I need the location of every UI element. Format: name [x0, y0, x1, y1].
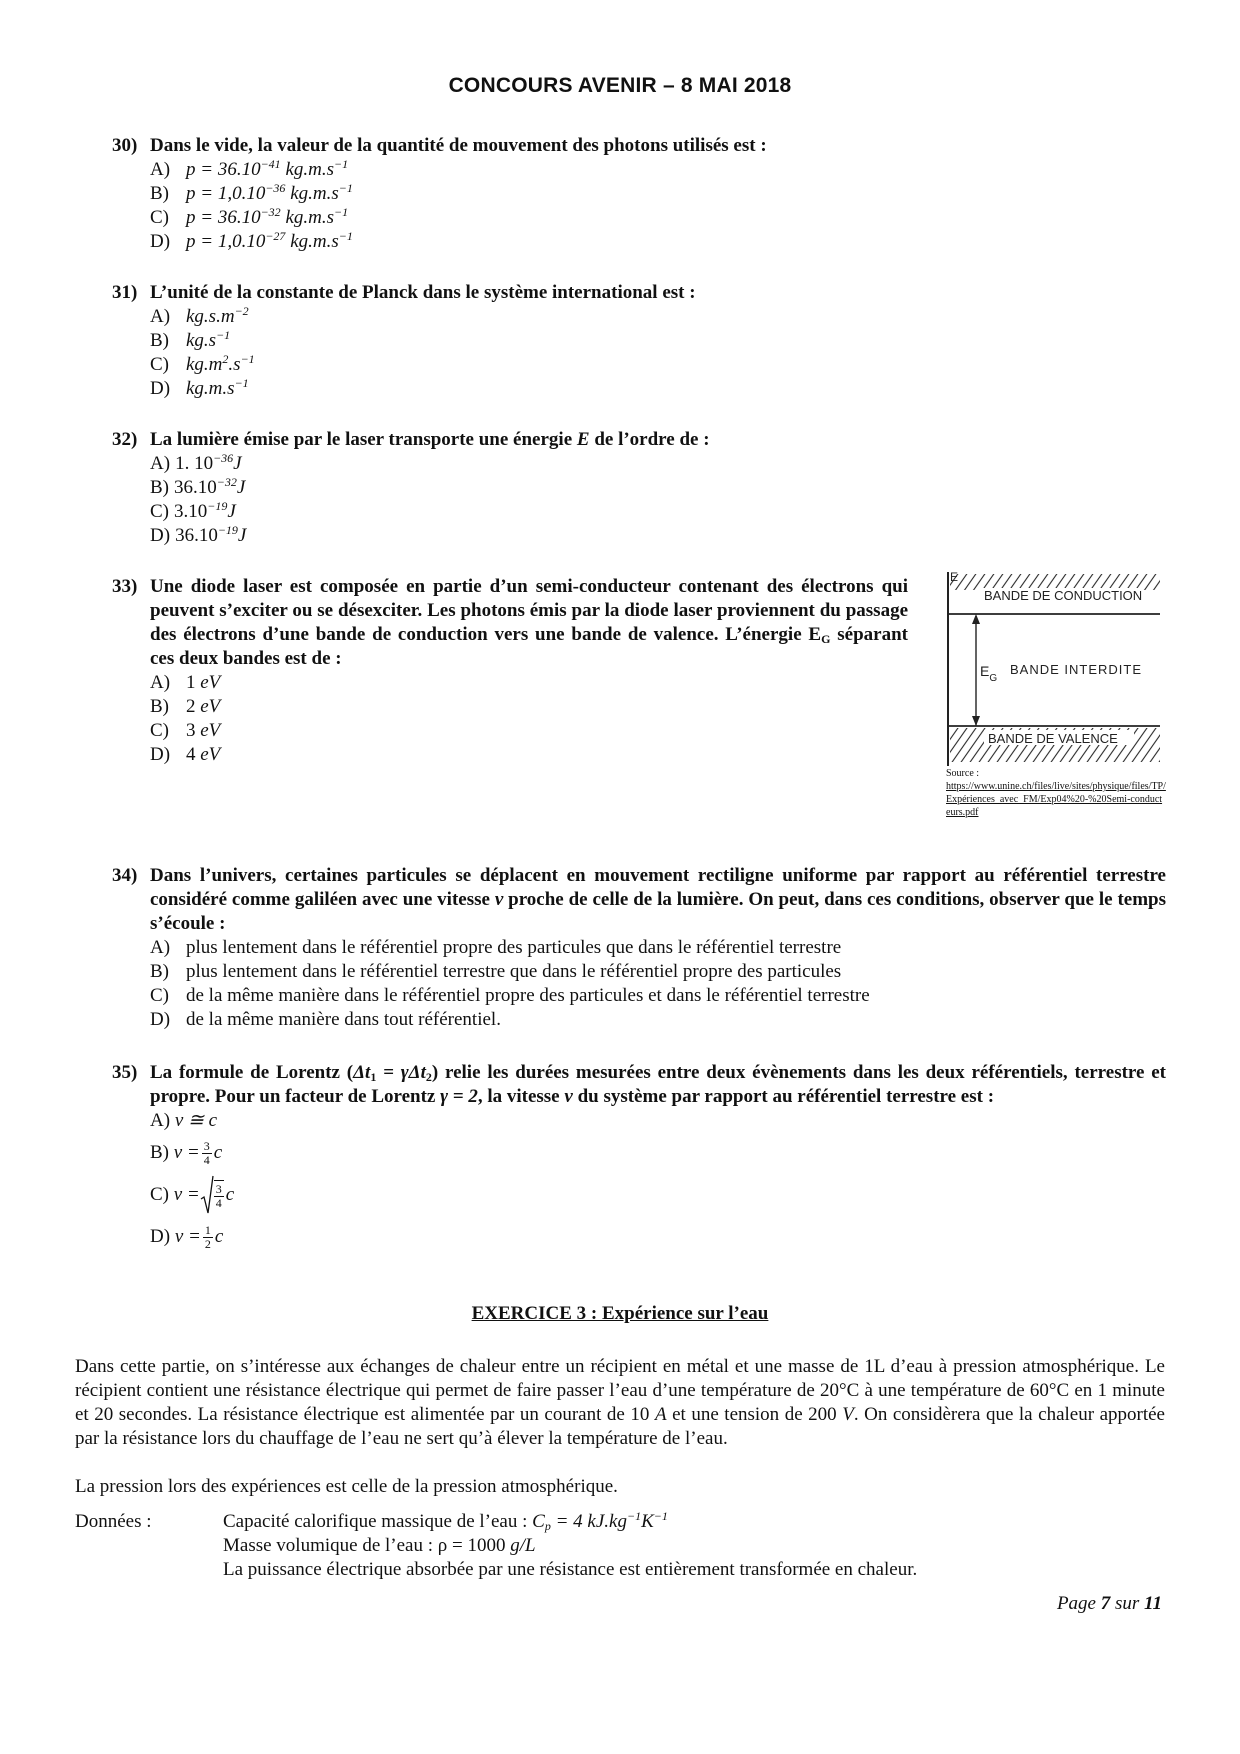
question-30: [112, 134, 1166, 254]
option-letter: D): [150, 744, 171, 765]
option-d: [150, 524, 1166, 548]
question-31: [112, 281, 1166, 401]
option-d: [150, 230, 1166, 254]
fraction: $\frac{3}{4}$: [215, 1182, 222, 1210]
question-32-heading: [112, 428, 1166, 452]
source-label: Source :: [946, 768, 980, 779]
option-b: [150, 182, 1166, 206]
radical-sign: [200, 1175, 214, 1215]
question-number: 35): [112, 1062, 138, 1083]
exercise-title: EXERCICE 3 : Expérience sur l’eau: [471, 1303, 769, 1324]
conduction-label: BANDE DE CONDUCTION: [984, 588, 1143, 603]
energy-band-diagram: [940, 568, 1162, 768]
question-text: La formule de Lorentz $(\Delta t_1 = \gamma\Delta t_2)$ relie les durées mesurées entre deux évènements dans les deux référentiels, terrestre et propre. Pour un facteur de Lorentz γ = 2, la vitesse v du système par rapport au référentiel terrestre est :: [150, 1062, 1167, 1107]
option-value: $3.10^{-19}J$: [174, 499, 236, 522]
option-b: [150, 695, 908, 719]
option-value: $p = 1,0.10^{-36}$ $kg.m.s^{-1}$: [186, 181, 353, 204]
fraction: $\frac{3}{4}$: [203, 1138, 210, 1167]
option-a: [150, 936, 1166, 960]
option-c: [150, 719, 908, 743]
option-letter: A): [150, 159, 171, 180]
question-31-heading: [112, 281, 1166, 305]
option-d: D) v = $\frac{1}{2}$ c: [150, 1222, 224, 1251]
option-c: [150, 500, 1166, 524]
option-value: plus lentement dans le référentiel terrestre que dans le référentiel propre des particules: [186, 961, 842, 982]
option-c: [150, 984, 1166, 1008]
option-lhs: v =: [174, 1226, 201, 1247]
option-letter: D): [150, 1226, 171, 1247]
exercise-pressure-note: La pression lors des expériences est celle de la pression atmosphérique.: [75, 1476, 618, 1497]
fraction: $\frac{1}{2}$: [204, 1222, 211, 1251]
option-value: 3 eV: [186, 720, 221, 741]
option-value: $kg.s.m^{-2}$: [186, 304, 249, 327]
page-number: Page 7 sur 11: [1056, 1593, 1162, 1614]
options-list: [150, 452, 1166, 548]
options-list: [150, 936, 1166, 1032]
option-letter: B): [150, 696, 169, 717]
option-letter: A): [150, 672, 171, 693]
option-value: 1 eV: [186, 672, 221, 693]
option-value: $kg.m^2.s^{-1}$: [186, 352, 255, 375]
gap-label: BANDE INTERDITE: [1010, 662, 1143, 677]
option-letter: A): [150, 1110, 171, 1131]
option-letter: A): [150, 937, 171, 958]
data-line-capacity: Capacité calorifique massique de l’eau : $C_p = 4$ $kJ.kg^{-1}K^{-1}$: [223, 1509, 668, 1533]
option-b: B) v = $\frac{3}{4}$ c: [150, 1138, 223, 1167]
option-letter: B): [150, 183, 169, 204]
option-d: [150, 743, 908, 767]
question-text: La lumière émise par le laser transporte une énergie E de l’ordre de :: [150, 429, 710, 450]
option-value: de la même manière dans tout référentiel.: [186, 1009, 501, 1030]
option-b: [150, 960, 1166, 984]
option-value: $36.10^{-19}J$: [175, 523, 247, 546]
option-letter: B): [150, 477, 169, 498]
option-value: plus lentement dans le référentiel propre des particules que dans le référentiel terrestre: [186, 937, 842, 958]
valence-label: BANDE DE VALENCE: [988, 731, 1118, 746]
data-line-power: La puissance électrique absorbée par une résistance est entièrement transformée en chaleur.: [223, 1559, 918, 1580]
question-33: [112, 575, 908, 767]
option-letter: B): [150, 961, 169, 982]
question-34: [112, 864, 1166, 1032]
options-list: [150, 158, 1166, 254]
option-letter: C): [150, 985, 169, 1006]
data-line-density: Masse volumique de l’eau : ρ = 1000 g/L: [223, 1535, 536, 1556]
option-a: [150, 1109, 1166, 1135]
question-number: 31): [112, 282, 138, 303]
option-letter: C): [150, 501, 169, 522]
option-letter: D): [150, 231, 171, 252]
question-text: Une diode laser est composée en partie d’un semi-conducteur contenant des électrons qui peuvent s’exciter ou se désexciter. Les photons émis par la diode laser proviennent du passage des électrons d’une bande de conduction vers une bande de valence. L’énergie $E_G$ séparant ces deux bandes est de :: [150, 576, 908, 669]
option-a: [150, 305, 1166, 329]
option-b: [150, 329, 1166, 353]
question-32: [112, 428, 1166, 548]
page-title: CONCOURS AVENIR – 8 MAI 2018: [448, 74, 792, 97]
option-letter: D): [150, 378, 171, 399]
option-c: [150, 353, 1166, 377]
question-text: L’unité de la constante de Planck dans le système international est :: [150, 282, 696, 303]
question-number: 32): [112, 429, 138, 450]
exercise-intro: Dans cette partie, on s’intéresse aux échanges de chaleur entre un récipient en métal et une masse de 1L d’eau à pression atmosphérique. Le récipient contient une résistance électrique qui permet de faire passer l’eau d’une température de 20°C à une température de 60°C en 1 minute et 20 secondes. La résistance électrique est alimentée par un courant de 10 A et une tension de 200 V. On considèrera que la chaleur apportée par la résistance lors du chauffage de l’eau ne sert qu’à élever la température de l’eau.: [75, 1356, 1165, 1449]
option-value: 4 eV: [186, 744, 221, 765]
options-list: [150, 305, 1166, 401]
question-text: Dans l’univers, certaines particules se déplacent en mouvement rectiligne uniforme par rapport au référentiel terrestre considéré comme galiléen avec une vitesse v proche de celle de la lumière. On peut, dans ces conditions, observer que le temps s’écoule :: [150, 865, 1166, 934]
question-34-heading: [112, 864, 1166, 936]
question-35-heading: [112, 1061, 1166, 1109]
gap-symbol: $E_G$: [980, 663, 998, 684]
question-33-heading: [112, 575, 908, 671]
question-35: [112, 1061, 1166, 1255]
question-text: Dans le vide, la valeur de la quantité de mouvement des photons utilisés est :: [150, 135, 767, 156]
option-letter: C): [150, 354, 169, 375]
option-lhs: v =: [173, 1184, 200, 1205]
option-letter: C): [150, 720, 169, 741]
data-block: [75, 1510, 917, 1582]
diagram-source: [946, 767, 1166, 819]
option-value: $kg.m.s^{-1}$: [186, 376, 249, 399]
gap-arrow-head-bottom: [972, 716, 980, 726]
question-30-heading: [112, 134, 1166, 158]
option-lhs: v =: [173, 1142, 200, 1163]
question-number: 34): [112, 865, 138, 886]
option-letter: A): [150, 306, 171, 327]
option-value: $p = 36.10^{-32}$ $kg.m.s^{-1}$: [186, 205, 349, 228]
option-d: [150, 1008, 1166, 1032]
option-value: v ≅ c: [174, 1110, 218, 1131]
options-list: [150, 1109, 1166, 1255]
option-b: [150, 476, 1166, 500]
option-a: [150, 452, 1166, 476]
option-letter: C): [150, 1184, 169, 1205]
option-letter: D): [150, 1009, 171, 1030]
option-value: 1. $10^{-36}J$: [175, 451, 242, 474]
option-letter: C): [150, 207, 169, 228]
option-a: [150, 158, 1166, 182]
option-d: [150, 377, 1166, 401]
option-a: [150, 671, 908, 695]
option-letter: B): [150, 330, 169, 351]
option-value: 2 eV: [186, 696, 221, 717]
option-value: $p = 1,0.10^{-27}$ $kg.m.s^{-1}$: [186, 229, 353, 252]
option-letter: B): [150, 1142, 169, 1163]
data-label: Données :: [75, 1511, 152, 1532]
option-letter: D): [150, 525, 171, 546]
data-lines: [223, 1510, 917, 1582]
question-number: 30): [112, 135, 138, 156]
square-root: [200, 1175, 226, 1215]
option-value: de la même manière dans le référentiel propre des particules et dans le référentiel terrestre: [186, 985, 870, 1006]
question-number: 33): [112, 576, 138, 597]
option-value: $36.10^{-32}J$: [174, 475, 246, 498]
source-link[interactable]: https://www.unine.ch/files/live/sites/physique/files/TP/Expériences_avec_FM/Exp04%20-%20Semi-conducteurs.pdf: [946, 781, 1166, 818]
option-c: C) v = $\frac{3}{4}$ c: [150, 1171, 1166, 1219]
option-c: [150, 206, 1166, 230]
option-value: $kg.s^{-1}$: [186, 328, 231, 351]
gap-arrow-head-top: [972, 614, 980, 624]
option-value: $p = 36.10^{-41}$ $kg.m.s^{-1}$: [186, 157, 349, 180]
options-list: [150, 671, 908, 767]
option-letter: A): [150, 453, 171, 474]
